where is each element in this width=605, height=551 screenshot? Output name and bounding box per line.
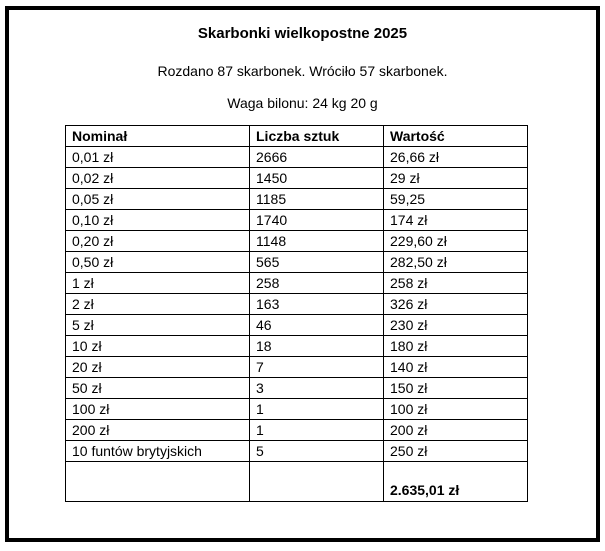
cell-nominal: 0,50 zł — [66, 252, 250, 273]
header-count: Liczba sztuk — [250, 126, 384, 147]
cell-value: 250 zł — [384, 441, 528, 462]
cell-value: 59,25 — [384, 189, 528, 210]
table-row — [66, 294, 528, 315]
cell-count: 1450 — [250, 168, 384, 189]
cell-count: 1185 — [250, 189, 384, 210]
cell-nominal: 0,02 zł — [66, 168, 250, 189]
cell-value: 258 zł — [384, 273, 528, 294]
cell-nominal: 5 zł — [66, 315, 250, 336]
table-row — [66, 336, 528, 357]
cell-count: 1740 — [250, 210, 384, 231]
table-row — [66, 357, 528, 378]
cell-count: 46 — [250, 315, 384, 336]
cell-value: 229,60 zł — [384, 231, 528, 252]
cell-nominal: 0,10 zł — [66, 210, 250, 231]
summary-text: Rozdano 87 skarbonek. Wróciło 57 skarbonek. — [157, 63, 448, 79]
cell-count: 258 — [250, 273, 384, 294]
cell-count: 3 — [250, 378, 384, 399]
table-row — [66, 168, 528, 189]
table-row — [66, 399, 528, 420]
cell-value: 150 zł — [384, 378, 528, 399]
weight-text: Waga bilonu: 24 kg 20 g — [227, 95, 378, 111]
cell-count: 1 — [250, 399, 384, 420]
table-header-row — [66, 126, 528, 147]
cell-value: 230 zł — [384, 315, 528, 336]
cell-count: 2666 — [250, 147, 384, 168]
table-row — [66, 315, 528, 336]
cell-nominal: 10 funtów brytyjskich — [66, 441, 250, 462]
table-row — [66, 147, 528, 168]
cell-nominal: 100 zł — [66, 399, 250, 420]
cell-nominal: 10 zł — [66, 336, 250, 357]
table-row — [66, 231, 528, 252]
cell-value: 29 zł — [384, 168, 528, 189]
total-empty-cell — [66, 462, 250, 502]
cell-nominal: 0,01 zł — [66, 147, 250, 168]
total-row — [66, 462, 528, 502]
cell-count: 565 — [250, 252, 384, 273]
cell-value: 174 zł — [384, 210, 528, 231]
table-row — [66, 420, 528, 441]
cell-value: 282,50 zł — [384, 252, 528, 273]
cell-value: 140 zł — [384, 357, 528, 378]
table-row — [66, 252, 528, 273]
cell-nominal: 50 zł — [66, 378, 250, 399]
cell-value: 326 zł — [384, 294, 528, 315]
cell-value: 26,66 zł — [384, 147, 528, 168]
cell-nominal: 1 zł — [66, 273, 250, 294]
cell-value: 180 zł — [384, 336, 528, 357]
cell-nominal: 0,20 zł — [66, 231, 250, 252]
page-title: Skarbonki wielkopostne 2025 — [197, 25, 408, 42]
table-row — [66, 210, 528, 231]
header-value: Wartość — [384, 126, 528, 147]
total-empty-cell — [250, 462, 384, 502]
cell-nominal: 200 zł — [66, 420, 250, 441]
table-row — [66, 189, 528, 210]
cell-nominal: 20 zł — [66, 357, 250, 378]
table-row — [66, 378, 528, 399]
cell-nominal: 2 zł — [66, 294, 250, 315]
cell-value: 200 zł — [384, 420, 528, 441]
cell-nominal: 0,05 zł — [66, 189, 250, 210]
table-row — [66, 273, 528, 294]
coins-table — [65, 125, 528, 502]
cell-count: 18 — [250, 336, 384, 357]
cell-value: 100 zł — [384, 399, 528, 420]
table-row — [66, 441, 528, 462]
cell-count: 1 — [250, 420, 384, 441]
cell-count: 163 — [250, 294, 384, 315]
cell-count: 1148 — [250, 231, 384, 252]
cell-count: 7 — [250, 357, 384, 378]
header-nominal: Nominał — [66, 126, 250, 147]
cell-count: 5 — [250, 441, 384, 462]
total-value: 2.635,01 zł — [384, 462, 528, 502]
